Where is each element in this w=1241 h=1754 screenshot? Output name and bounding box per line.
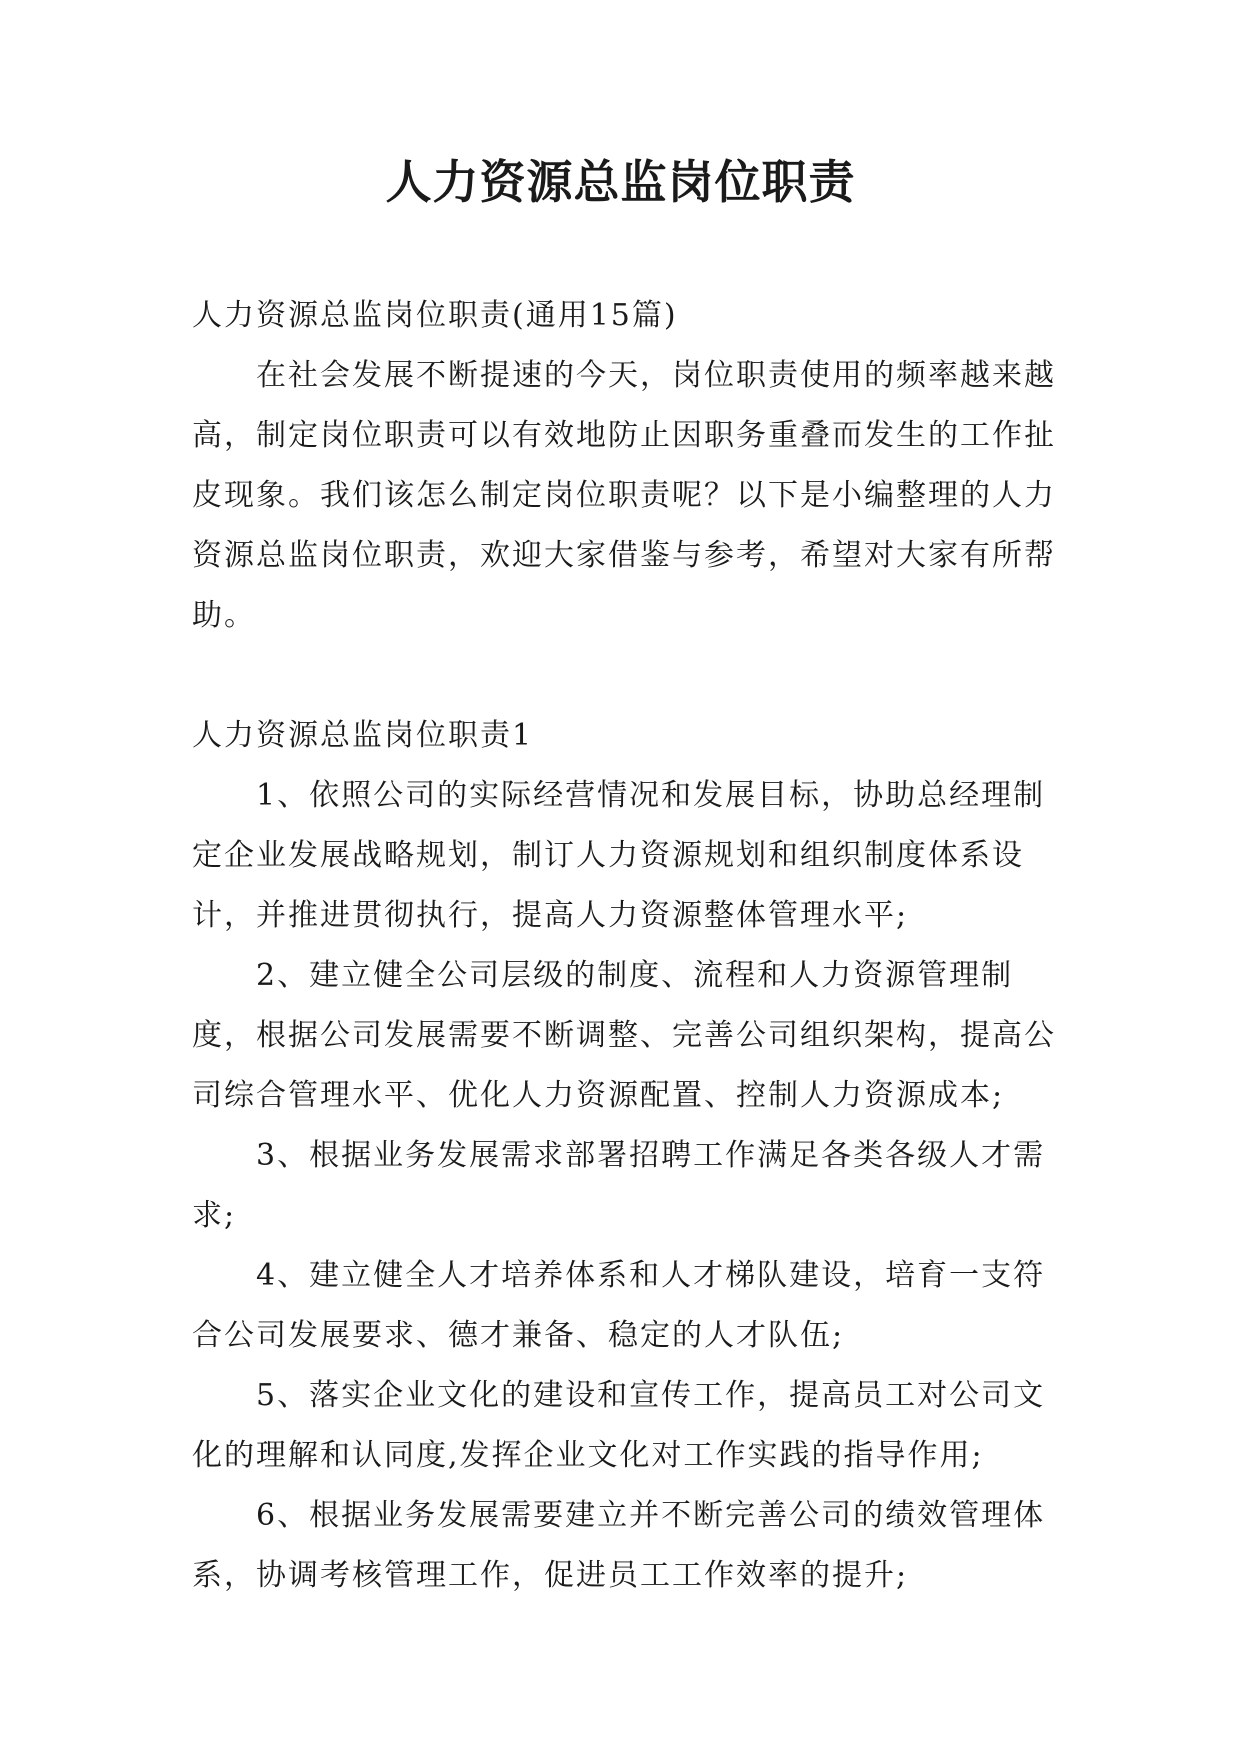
- document-body: [192, 286, 1062, 1606]
- paragraph-spacer: [192, 646, 1062, 706]
- duty-item: 6、根据业务发展需要建立并不断完善公司的绩效管理体系，协调考核管理工作，促进员工工作效率的提升;: [192, 1498, 1046, 1593]
- duty-item: 2、建立健全公司层级的制度、流程和人力资源管理制度，根据公司发展需要不断调整、完善公司组织架构，提高公司综合管理水平、优化人力资源配置、控制人力资源成本;: [192, 958, 1056, 1113]
- duty-item: 1、依照公司的实际经营情况和发展目标，协助总经理制定企业发展战略规划，制订人力资源规划和组织制度体系设计，并推进贯彻执行，提高人力资源整体管理水平;: [192, 778, 1046, 933]
- duty-item: 4、建立健全人才培养体系和人才梯队建设，培育一支符合公司发展要求、德才兼备、稳定的人才队伍;: [192, 1258, 1046, 1353]
- document-title: 人力资源总监岗位职责: [385, 155, 856, 209]
- section-heading: 人力资源总监岗位职责1: [192, 718, 534, 753]
- intro-paragraph: 在社会发展不断提速的今天，岗位职责使用的频率越来越高，制定岗位职责可以有效地防止因职务重叠而发生的工作扯皮现象。我们该怎么制定岗位职责呢？以下是小编整理的人力资源总监岗位职责，欢迎大家借鉴与参考，希望对大家有所帮助。: [192, 358, 1056, 633]
- duty-item: 3、根据业务发展需求部署招聘工作满足各类各级人才需求;: [192, 1138, 1046, 1233]
- duty-item: 5、落实企业文化的建设和宣传工作，提高员工对公司文化的理解和认同度,发挥企业文化对工作实践的指导作用;: [192, 1378, 1046, 1473]
- document-subtitle: 人力资源总监岗位职责(通用15篇): [192, 298, 678, 333]
